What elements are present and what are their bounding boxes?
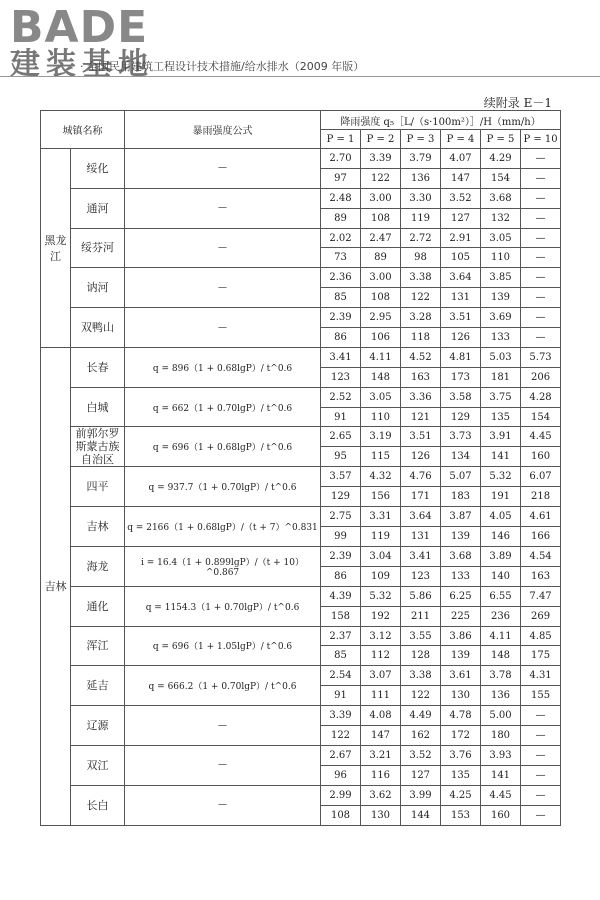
header-period: P = 3	[401, 130, 441, 149]
intensity-q-cell: 4.52	[401, 347, 441, 367]
intensity-h-cell: 173	[441, 367, 481, 387]
intensity-h-cell: 95	[321, 447, 361, 467]
intensity-q-cell: 5.32	[481, 467, 521, 487]
intensity-h-cell: 155	[521, 686, 561, 706]
intensity-h-cell: 141	[481, 447, 521, 467]
formula-cell: q = 662（1 + 0.70lgP）/ t^0.6	[125, 387, 321, 427]
formula-cell: q = 2166（1 + 0.68lgP）/（t + 7）^0.831	[125, 507, 321, 547]
intensity-h-cell: 136	[481, 686, 521, 706]
intensity-h-cell: 91	[321, 407, 361, 427]
intensity-h-cell: 128	[401, 646, 441, 666]
intensity-h-cell: 89	[361, 248, 401, 268]
intensity-q-cell: 3.85	[481, 268, 521, 288]
formula-cell: i = 16.4（1 + 0.899lgP）/（t + 10）^0.867	[125, 547, 321, 587]
intensity-q-cell: 5.73	[521, 347, 561, 367]
city-name-cell: 长白	[71, 785, 125, 825]
intensity-q-cell: 3.91	[481, 427, 521, 447]
intensity-q-cell: 4.31	[521, 666, 561, 686]
city-name-cell: 前郭尔罗斯蒙古族自治区	[71, 427, 125, 467]
intensity-h-cell: 172	[441, 726, 481, 746]
intensity-q-cell: —	[521, 149, 561, 169]
intensity-h-cell: 134	[441, 447, 481, 467]
formula-cell: q = 666.2（1 + 0.70lgP）/ t^0.6	[125, 666, 321, 706]
intensity-q-cell: 3.39	[321, 706, 361, 726]
intensity-h-cell: 166	[521, 527, 561, 547]
intensity-q-cell: 4.11	[481, 626, 521, 646]
city-name-cell: 双鸭山	[71, 308, 125, 348]
intensity-q-cell: 2.91	[441, 228, 481, 248]
city-name-cell: 海龙	[71, 547, 125, 587]
formula-cell: q = 1154.3（1 + 0.70lgP）/ t^0.6	[125, 586, 321, 626]
intensity-q-cell: 2.67	[321, 745, 361, 765]
intensity-q-cell: 3.00	[361, 188, 401, 208]
intensity-q-cell: 4.85	[521, 626, 561, 646]
table-row-q	[41, 507, 561, 527]
intensity-q-cell: 7.47	[521, 586, 561, 606]
header-row-1	[41, 111, 561, 130]
intensity-h-cell: 148	[481, 646, 521, 666]
intensity-h-cell: 131	[401, 527, 441, 547]
intensity-q-cell: 6.07	[521, 467, 561, 487]
formula-cell: —	[125, 188, 321, 228]
intensity-h-cell: 225	[441, 606, 481, 626]
city-name-cell: 绥芬河	[71, 228, 125, 268]
intensity-q-cell: 2.37	[321, 626, 361, 646]
intensity-q-cell: 6.55	[481, 586, 521, 606]
intensity-h-cell: 158	[321, 606, 361, 626]
intensity-h-cell: —	[521, 765, 561, 785]
intensity-q-cell: 3.07	[361, 666, 401, 686]
table-row-q	[41, 268, 561, 288]
intensity-q-cell: 3.68	[481, 188, 521, 208]
intensity-q-cell: 4.49	[401, 706, 441, 726]
intensity-q-cell: 3.69	[481, 308, 521, 328]
intensity-h-cell: 112	[361, 646, 401, 666]
intensity-q-cell: 3.68	[441, 547, 481, 567]
intensity-q-cell: 3.64	[401, 507, 441, 527]
intensity-q-cell: 3.73	[441, 427, 481, 447]
intensity-h-cell: 206	[521, 367, 561, 387]
intensity-q-cell: 4.25	[441, 785, 481, 805]
intensity-h-cell: 108	[321, 805, 361, 825]
intensity-h-cell: 89	[321, 208, 361, 228]
intensity-q-cell: —	[521, 785, 561, 805]
intensity-q-cell: 3.31	[361, 507, 401, 527]
intensity-h-cell: 86	[321, 566, 361, 586]
intensity-q-cell: 2.65	[321, 427, 361, 447]
intensity-h-cell: 160	[481, 805, 521, 825]
intensity-h-cell: 130	[441, 686, 481, 706]
intensity-q-cell: 3.61	[441, 666, 481, 686]
intensity-q-cell: 3.51	[401, 427, 441, 447]
intensity-h-cell: 133	[441, 566, 481, 586]
intensity-h-cell: 118	[401, 328, 441, 348]
region-cell: 黑龙江	[41, 149, 71, 348]
intensity-h-cell: —	[521, 248, 561, 268]
intensity-q-cell: 4.28	[521, 387, 561, 407]
intensity-h-cell: —	[521, 805, 561, 825]
intensity-q-cell: 3.52	[441, 188, 481, 208]
intensity-h-cell: 139	[481, 288, 521, 308]
header-formula: 暴雨强度公式	[125, 111, 321, 149]
intensity-q-cell: 4.61	[521, 507, 561, 527]
formula-cell: q = 937.7（1 + 0.70lgP）/ t^0.6	[125, 467, 321, 507]
region-cell: 吉林	[41, 347, 71, 825]
intensity-h-cell: 110	[361, 407, 401, 427]
intensity-q-cell: 3.57	[321, 467, 361, 487]
intensity-q-cell: 3.41	[401, 547, 441, 567]
intensity-h-cell: 191	[481, 487, 521, 507]
intensity-q-cell: 5.07	[441, 467, 481, 487]
intensity-q-cell: —	[521, 745, 561, 765]
intensity-q-cell: 4.39	[321, 586, 361, 606]
intensity-q-cell: 2.99	[321, 785, 361, 805]
intensity-q-cell: 3.79	[401, 149, 441, 169]
intensity-q-cell: 2.39	[321, 547, 361, 567]
intensity-h-cell: 123	[401, 566, 441, 586]
intensity-q-cell: 3.38	[401, 666, 441, 686]
intensity-h-cell: 146	[481, 527, 521, 547]
intensity-q-cell: 3.39	[361, 149, 401, 169]
table-row-q	[41, 706, 561, 726]
intensity-h-cell: 110	[481, 248, 521, 268]
header-city-name: 城镇名称	[41, 111, 125, 149]
intensity-q-cell: 3.87	[441, 507, 481, 527]
table-row-q	[41, 387, 561, 407]
intensity-q-cell: 4.29	[481, 149, 521, 169]
table-row-q	[41, 745, 561, 765]
table-row-q	[41, 427, 561, 447]
intensity-q-cell: 2.36	[321, 268, 361, 288]
intensity-q-cell: 3.86	[441, 626, 481, 646]
intensity-h-cell: 147	[441, 168, 481, 188]
formula-cell: q = 696（1 + 0.68lgP）/ t^0.6	[125, 427, 321, 467]
intensity-h-cell: 119	[401, 208, 441, 228]
intensity-h-cell: 129	[321, 487, 361, 507]
intensity-h-cell: 139	[441, 527, 481, 547]
intensity-q-cell: 3.75	[481, 387, 521, 407]
intensity-q-cell: 3.05	[361, 387, 401, 407]
intensity-q-cell: 3.05	[481, 228, 521, 248]
intensity-h-cell: 181	[481, 367, 521, 387]
intensity-h-cell: 218	[521, 487, 561, 507]
intensity-h-cell: 122	[401, 288, 441, 308]
intensity-h-cell: 156	[361, 487, 401, 507]
header-period: P = 4	[441, 130, 481, 149]
city-name-cell: 长春	[71, 347, 125, 387]
table-row-q	[41, 188, 561, 208]
intensity-q-cell: 2.75	[321, 507, 361, 527]
city-name-cell: 浑江	[71, 626, 125, 666]
intensity-q-cell: 4.11	[361, 347, 401, 367]
intensity-h-cell: 86	[321, 328, 361, 348]
intensity-q-cell: 2.72	[401, 228, 441, 248]
intensity-q-cell: —	[521, 308, 561, 328]
city-name-cell: 绥化	[71, 149, 125, 189]
intensity-q-cell: 2.39	[321, 308, 361, 328]
formula-cell: q = 696（1 + 1.05lgP）/ t^0.6	[125, 626, 321, 666]
intensity-q-cell: 4.07	[441, 149, 481, 169]
intensity-h-cell: 129	[441, 407, 481, 427]
table-row-q	[41, 149, 561, 169]
intensity-h-cell: —	[521, 168, 561, 188]
city-name-cell: 通化	[71, 586, 125, 626]
table-row-q	[41, 347, 561, 367]
table-row-q	[41, 308, 561, 328]
intensity-q-cell: —	[521, 228, 561, 248]
city-name-cell: 讷河	[71, 268, 125, 308]
intensity-h-cell: 147	[361, 726, 401, 746]
running-header: · 全国民用建筑工程设计技术措施/给水排水（2009 年版）	[80, 60, 365, 73]
table-row-q	[41, 586, 561, 606]
city-name-cell: 四平	[71, 467, 125, 507]
rainfall-intensity-table	[40, 110, 561, 826]
rainfall-table-wrapper	[40, 110, 560, 826]
intensity-q-cell: 5.00	[481, 706, 521, 726]
intensity-q-cell: 4.45	[521, 427, 561, 447]
intensity-h-cell: 136	[401, 168, 441, 188]
table-row-q	[41, 785, 561, 805]
intensity-h-cell: 163	[521, 566, 561, 586]
intensity-h-cell: 99	[321, 527, 361, 547]
intensity-q-cell: 3.89	[481, 547, 521, 567]
table-body	[41, 149, 561, 826]
intensity-q-cell: 3.58	[441, 387, 481, 407]
logo-wordmark: BADE	[10, 2, 149, 53]
table-row-q	[41, 626, 561, 646]
intensity-q-cell: 5.86	[401, 586, 441, 606]
formula-cell: —	[125, 308, 321, 348]
intensity-q-cell: 3.00	[361, 268, 401, 288]
intensity-h-cell: 119	[361, 527, 401, 547]
intensity-h-cell: 141	[481, 765, 521, 785]
intensity-h-cell: 154	[481, 168, 521, 188]
intensity-q-cell: 5.03	[481, 347, 521, 367]
city-name-cell: 通河	[71, 188, 125, 228]
intensity-h-cell: 133	[481, 328, 521, 348]
table-caption: 续附录 E－1	[483, 96, 552, 110]
formula-cell: —	[125, 706, 321, 746]
intensity-q-cell: 4.45	[481, 785, 521, 805]
intensity-h-cell: 269	[521, 606, 561, 626]
intensity-h-cell: —	[521, 328, 561, 348]
intensity-q-cell: 4.05	[481, 507, 521, 527]
intensity-q-cell: 4.78	[441, 706, 481, 726]
intensity-q-cell: 5.32	[361, 586, 401, 606]
intensity-q-cell: 3.12	[361, 626, 401, 646]
intensity-q-cell: 2.70	[321, 149, 361, 169]
intensity-q-cell: 2.95	[361, 308, 401, 328]
intensity-h-cell: 116	[361, 765, 401, 785]
intensity-q-cell: 3.64	[441, 268, 481, 288]
city-name-cell: 延吉	[71, 666, 125, 706]
formula-cell: —	[125, 149, 321, 189]
intensity-q-cell: 3.52	[401, 745, 441, 765]
intensity-q-cell: 4.76	[401, 467, 441, 487]
intensity-q-cell: 3.99	[401, 785, 441, 805]
intensity-h-cell: 192	[361, 606, 401, 626]
intensity-q-cell: 3.51	[441, 308, 481, 328]
intensity-h-cell: 144	[401, 805, 441, 825]
header-period: P = 2	[361, 130, 401, 149]
intensity-h-cell: 122	[401, 686, 441, 706]
intensity-h-cell: 105	[441, 248, 481, 268]
intensity-q-cell: 2.54	[321, 666, 361, 686]
city-name-cell: 辽源	[71, 706, 125, 746]
intensity-q-cell: 6.25	[441, 586, 481, 606]
intensity-h-cell: 122	[361, 168, 401, 188]
intensity-h-cell: 183	[441, 487, 481, 507]
intensity-h-cell: 130	[361, 805, 401, 825]
intensity-h-cell: 126	[401, 447, 441, 467]
intensity-h-cell: 171	[401, 487, 441, 507]
city-name-cell: 吉林	[71, 507, 125, 547]
formula-cell: —	[125, 228, 321, 268]
intensity-h-cell: 126	[441, 328, 481, 348]
intensity-h-cell: 111	[361, 686, 401, 706]
intensity-h-cell: 106	[361, 328, 401, 348]
intensity-h-cell: 135	[441, 765, 481, 785]
intensity-q-cell: 4.81	[441, 347, 481, 367]
header-rule	[0, 76, 600, 77]
intensity-q-cell: 2.47	[361, 228, 401, 248]
intensity-q-cell: —	[521, 706, 561, 726]
intensity-q-cell: 3.38	[401, 268, 441, 288]
intensity-q-cell: 4.08	[361, 706, 401, 726]
intensity-h-cell: 123	[321, 367, 361, 387]
formula-cell: —	[125, 785, 321, 825]
intensity-q-cell: 3.93	[481, 745, 521, 765]
intensity-h-cell: 163	[401, 367, 441, 387]
intensity-h-cell: 131	[441, 288, 481, 308]
intensity-h-cell: —	[521, 208, 561, 228]
intensity-h-cell: 109	[361, 566, 401, 586]
intensity-q-cell: —	[521, 188, 561, 208]
intensity-h-cell: 148	[361, 367, 401, 387]
intensity-q-cell: 3.78	[481, 666, 521, 686]
intensity-h-cell: 153	[441, 805, 481, 825]
intensity-h-cell: —	[521, 726, 561, 746]
table-row-q	[41, 228, 561, 248]
intensity-h-cell: 108	[361, 208, 401, 228]
header-intensity: 降雨强度 q₅［L/（s·100m²）］/H（mm/h）	[321, 111, 561, 130]
intensity-q-cell: 3.21	[361, 745, 401, 765]
intensity-h-cell: 85	[321, 288, 361, 308]
intensity-h-cell: 127	[441, 208, 481, 228]
intensity-h-cell: 162	[401, 726, 441, 746]
intensity-h-cell: 135	[481, 407, 521, 427]
table-row-q	[41, 547, 561, 567]
intensity-h-cell: 211	[401, 606, 441, 626]
intensity-q-cell: 3.36	[401, 387, 441, 407]
intensity-q-cell: 3.41	[321, 347, 361, 367]
formula-cell: —	[125, 745, 321, 785]
intensity-h-cell: 122	[321, 726, 361, 746]
intensity-q-cell: —	[521, 268, 561, 288]
intensity-h-cell: 85	[321, 646, 361, 666]
intensity-h-cell: 121	[401, 407, 441, 427]
intensity-h-cell: 108	[361, 288, 401, 308]
intensity-h-cell: 97	[321, 168, 361, 188]
header-period: P = 10	[521, 130, 561, 149]
intensity-h-cell: 180	[481, 726, 521, 746]
intensity-h-cell: 140	[481, 566, 521, 586]
intensity-q-cell: 3.76	[441, 745, 481, 765]
table-row-q	[41, 467, 561, 487]
intensity-q-cell: 2.52	[321, 387, 361, 407]
intensity-q-cell: 3.62	[361, 785, 401, 805]
logo-subtitle: 建装基地	[10, 47, 154, 82]
intensity-h-cell: 73	[321, 248, 361, 268]
intensity-h-cell: —	[521, 288, 561, 308]
intensity-h-cell: 96	[321, 765, 361, 785]
intensity-h-cell: 132	[481, 208, 521, 228]
intensity-h-cell: 115	[361, 447, 401, 467]
intensity-h-cell: 91	[321, 686, 361, 706]
header-period: P = 5	[481, 130, 521, 149]
city-name-cell: 双江	[71, 745, 125, 785]
intensity-h-cell: 98	[401, 248, 441, 268]
table-row-q	[41, 666, 561, 686]
header-period: P = 1	[321, 130, 361, 149]
intensity-h-cell: 139	[441, 646, 481, 666]
intensity-h-cell: 154	[521, 407, 561, 427]
intensity-q-cell: 4.54	[521, 547, 561, 567]
intensity-h-cell: 175	[521, 646, 561, 666]
intensity-q-cell: 3.28	[401, 308, 441, 328]
intensity-q-cell: 3.19	[361, 427, 401, 447]
city-name-cell: 白城	[71, 387, 125, 427]
intensity-q-cell: 2.02	[321, 228, 361, 248]
intensity-q-cell: 3.04	[361, 547, 401, 567]
intensity-h-cell: 127	[401, 765, 441, 785]
formula-cell: —	[125, 268, 321, 308]
intensity-q-cell: 3.30	[401, 188, 441, 208]
formula-cell: q = 896（1 + 0.68lgP）/ t^0.6	[125, 347, 321, 387]
intensity-q-cell: 3.55	[401, 626, 441, 646]
intensity-h-cell: 236	[481, 606, 521, 626]
intensity-h-cell: 160	[521, 447, 561, 467]
intensity-q-cell: 4.32	[361, 467, 401, 487]
intensity-q-cell: 2.48	[321, 188, 361, 208]
